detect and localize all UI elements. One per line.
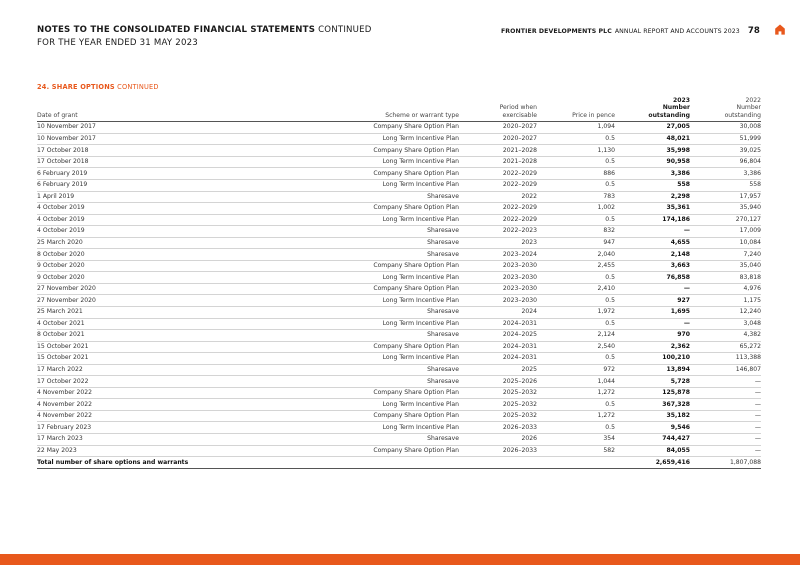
cell-price: 1,972 [537, 306, 615, 318]
cell-2022: 30,008 [690, 122, 761, 134]
cell-2022: — [690, 445, 761, 457]
y2023-header-line2: outstanding [648, 111, 690, 119]
cell-price: 0.5 [537, 214, 615, 226]
cell-date: 15 October 2021 [37, 341, 237, 353]
cell-price: 0.5 [537, 179, 615, 191]
cell-date: 9 October 2020 [37, 260, 237, 272]
cell-2023: 970 [615, 330, 690, 342]
table-row [37, 364, 761, 376]
cell-price: 0.5 [537, 422, 615, 434]
y2022-header-line2: outstanding [724, 111, 761, 119]
cell-2022: 558 [690, 179, 761, 191]
y2022-header-line1: Number [736, 104, 761, 112]
cell-2022: 12,240 [690, 306, 761, 318]
cell-2023: 125,878 [615, 387, 690, 399]
cell-date: 4 October 2019 [37, 203, 237, 215]
cell-2022: — [690, 410, 761, 422]
cell-2022: 51,999 [690, 133, 761, 145]
cell-price: 0.5 [537, 133, 615, 145]
period-header-line1: Period when [499, 104, 537, 112]
cell-scheme: Company Share Option Plan [237, 122, 459, 134]
total-label: Total number of share options and warrants [37, 457, 615, 469]
cell-date: 4 November 2022 [37, 399, 237, 411]
cell-2022: — [690, 387, 761, 399]
y2022-header-year: 2022 [745, 97, 761, 104]
cell-price: 947 [537, 237, 615, 249]
table-row [37, 422, 761, 434]
cell-period: 2024–2031 [459, 341, 537, 353]
total-2022: 1,807,088 [690, 457, 761, 469]
cell-scheme: Sharesave [237, 191, 459, 203]
footer-accent-bar [0, 554, 800, 565]
cell-period: 2022–2029 [459, 168, 537, 180]
cell-2023: 76,858 [615, 272, 690, 284]
table-row [37, 399, 761, 411]
cell-date: 8 October 2021 [37, 330, 237, 342]
cell-2023: 3,663 [615, 260, 690, 272]
cell-date: 17 October 2022 [37, 376, 237, 388]
table-row [37, 249, 761, 261]
cell-period: 2024 [459, 306, 537, 318]
cell-2023: 5,728 [615, 376, 690, 388]
cell-price: 1,272 [537, 410, 615, 422]
section-title [37, 83, 159, 91]
cell-price: 0.5 [537, 295, 615, 307]
cell-period: 2020–2027 [459, 133, 537, 145]
cell-2023: 2,362 [615, 341, 690, 353]
table-row [37, 433, 761, 445]
cell-2022: — [690, 399, 761, 411]
section-title-suffix: CONTINUED [114, 83, 159, 91]
cell-2022: 146,807 [690, 364, 761, 376]
cell-period: 2025–2032 [459, 399, 537, 411]
share-options-table [37, 97, 761, 469]
cell-2022: 17,957 [690, 191, 761, 203]
cell-period: 2023–2030 [459, 260, 537, 272]
cell-date: 8 October 2020 [37, 249, 237, 261]
cell-scheme: Long Term Incentive Plan [237, 399, 459, 411]
table-row [37, 156, 761, 168]
cell-2022: 270,127 [690, 214, 761, 226]
cell-period: 2023–2030 [459, 272, 537, 284]
cell-2022: 83,818 [690, 272, 761, 284]
table-row [37, 387, 761, 399]
cell-2022: 4,976 [690, 283, 761, 295]
total-2023: 2,659,416 [615, 457, 690, 469]
cell-date: 10 November 2017 [37, 122, 237, 134]
cell-scheme: Company Share Option Plan [237, 410, 459, 422]
table-row [37, 145, 761, 157]
cell-price: 2,410 [537, 283, 615, 295]
cell-scheme: Company Share Option Plan [237, 445, 459, 457]
cell-period: 2024–2031 [459, 353, 537, 365]
cell-period: 2025–2032 [459, 387, 537, 399]
cell-date: 17 October 2018 [37, 145, 237, 157]
cell-scheme: Sharesave [237, 433, 459, 445]
cell-price: 832 [537, 226, 615, 238]
cell-2023: 9,546 [615, 422, 690, 434]
cell-2023: 84,055 [615, 445, 690, 457]
cell-scheme: Sharesave [237, 226, 459, 238]
cell-scheme: Company Share Option Plan [237, 203, 459, 215]
cell-scheme: Sharesave [237, 364, 459, 376]
cell-scheme: Sharesave [237, 306, 459, 318]
page-title-suffix: CONTINUED [315, 25, 372, 35]
cell-period: 2022–2023 [459, 226, 537, 238]
col-2022-header [690, 97, 761, 122]
cell-date: 17 March 2022 [37, 364, 237, 376]
cell-price: 783 [537, 191, 615, 203]
cell-price: 886 [537, 168, 615, 180]
cell-2023: 558 [615, 179, 690, 191]
cell-scheme: Long Term Incentive Plan [237, 272, 459, 284]
cell-price: 972 [537, 364, 615, 376]
cell-2023: 174,186 [615, 214, 690, 226]
cell-scheme: Long Term Incentive Plan [237, 295, 459, 307]
cell-period: 2024–2031 [459, 318, 537, 330]
cell-period: 2025–2026 [459, 376, 537, 388]
cell-price: 2,124 [537, 330, 615, 342]
cell-scheme: Long Term Incentive Plan [237, 318, 459, 330]
cell-date: 17 March 2023 [37, 433, 237, 445]
cell-date: 27 November 2020 [37, 295, 237, 307]
cell-2022: 39,025 [690, 145, 761, 157]
company-name: FRONTIER DEVELOPMENTS PLC [500, 27, 612, 35]
cell-date: 6 February 2019 [37, 179, 237, 191]
cell-2022: 35,040 [690, 260, 761, 272]
table-row [37, 318, 761, 330]
table-row [37, 203, 761, 215]
cell-2023: 48,021 [615, 133, 690, 145]
cell-period: 2023–2030 [459, 295, 537, 307]
cell-2022: 1,175 [690, 295, 761, 307]
report-header [501, 26, 760, 36]
table-row [37, 191, 761, 203]
cell-2023: — [615, 318, 690, 330]
cell-scheme: Company Share Option Plan [237, 145, 459, 157]
cell-2023: 35,182 [615, 410, 690, 422]
cell-price: 0.5 [537, 399, 615, 411]
cell-scheme: Long Term Incentive Plan [237, 133, 459, 145]
cell-price: 2,540 [537, 341, 615, 353]
cell-2023: 1,695 [615, 306, 690, 318]
cell-scheme: Company Share Option Plan [237, 168, 459, 180]
page-number: 78 [747, 26, 760, 36]
cell-date: 6 February 2019 [37, 168, 237, 180]
table-row [37, 133, 761, 145]
cell-2022: 96,804 [690, 156, 761, 168]
cell-date: 17 February 2023 [37, 422, 237, 434]
cell-2022: 3,386 [690, 168, 761, 180]
cell-2023: — [615, 226, 690, 238]
y2023-header-year: 2023 [673, 97, 690, 104]
cell-date: 4 October 2019 [37, 214, 237, 226]
table-row [37, 353, 761, 365]
cell-scheme: Long Term Incentive Plan [237, 353, 459, 365]
cell-price: 0.5 [537, 353, 615, 365]
cell-2023: 3,386 [615, 168, 690, 180]
page-subtitle: FOR THE YEAR ENDED 31 MAY 2023 [37, 38, 198, 48]
cell-2023: 35,998 [615, 145, 690, 157]
cell-2022: 113,388 [690, 353, 761, 365]
cell-2023: 4,655 [615, 237, 690, 249]
cell-2023: 367,328 [615, 399, 690, 411]
cell-2023: 90,958 [615, 156, 690, 168]
cell-price: 1,002 [537, 203, 615, 215]
period-header-line2: exercisable [502, 111, 537, 119]
cell-2022: 10,084 [690, 237, 761, 249]
table-row [37, 283, 761, 295]
cell-scheme: Sharesave [237, 249, 459, 261]
cell-date: 15 October 2021 [37, 353, 237, 365]
table-row [37, 330, 761, 342]
cell-2023: 2,148 [615, 249, 690, 261]
page-title [37, 25, 372, 36]
cell-scheme: Sharesave [237, 237, 459, 249]
cell-period: 2021–2028 [459, 145, 537, 157]
col-2023-header [615, 97, 690, 122]
section-title-text: 24. SHARE OPTIONS [37, 83, 115, 91]
table-row [37, 410, 761, 422]
cell-2022: — [690, 422, 761, 434]
page-title-text: NOTES TO THE CONSOLIDATED FINANCIAL STATEMENTS [37, 25, 316, 35]
cell-scheme: Company Share Option Plan [237, 341, 459, 353]
cell-date: 9 October 2020 [37, 272, 237, 284]
col-period-header [459, 97, 537, 122]
table-row [37, 272, 761, 284]
table-row [37, 445, 761, 457]
cell-period: 2022–2029 [459, 214, 537, 226]
cell-2023: 927 [615, 295, 690, 307]
cell-date: 4 October 2019 [37, 226, 237, 238]
cell-period: 2022–2029 [459, 203, 537, 215]
cell-2022: 4,382 [690, 330, 761, 342]
cell-scheme: Sharesave [237, 330, 459, 342]
cell-2022: 17,009 [690, 226, 761, 238]
cell-period: 2022 [459, 191, 537, 203]
cell-2022: 7,240 [690, 249, 761, 261]
cell-price: 1,272 [537, 387, 615, 399]
cell-2022: — [690, 376, 761, 388]
cell-price: 0.5 [537, 156, 615, 168]
cell-date: 25 March 2021 [37, 306, 237, 318]
cell-date: 4 October 2021 [37, 318, 237, 330]
cell-2023: 35,361 [615, 203, 690, 215]
cell-2023: 13,894 [615, 364, 690, 376]
page-header [37, 25, 372, 49]
cell-2023: — [615, 283, 690, 295]
cell-scheme: Long Term Incentive Plan [237, 214, 459, 226]
cell-scheme: Long Term Incentive Plan [237, 422, 459, 434]
cell-scheme: Long Term Incentive Plan [237, 156, 459, 168]
cell-2023: 27,005 [615, 122, 690, 134]
cell-2022: 65,272 [690, 341, 761, 353]
cell-scheme: Long Term Incentive Plan [237, 179, 459, 191]
cell-2022: — [690, 433, 761, 445]
cell-2022: 35,940 [690, 203, 761, 215]
cell-date: 22 May 2023 [37, 445, 237, 457]
cell-scheme: Sharesave [237, 376, 459, 388]
cell-period: 2021–2028 [459, 156, 537, 168]
cell-period: 2023 [459, 237, 537, 249]
cell-price: 0.5 [537, 272, 615, 284]
cell-period: 2020–2027 [459, 122, 537, 134]
report-name: ANNUAL REPORT AND ACCOUNTS 2023 [614, 27, 740, 35]
table-header-row [37, 97, 761, 122]
cell-date: 25 March 2020 [37, 237, 237, 249]
cell-period: 2026 [459, 433, 537, 445]
cell-price: 2,455 [537, 260, 615, 272]
cell-price: 1,044 [537, 376, 615, 388]
cell-period: 2022–2029 [459, 179, 537, 191]
table-row [37, 214, 761, 226]
table-row [37, 122, 761, 134]
cell-period: 2024–2025 [459, 330, 537, 342]
col-scheme-header: Scheme or warrant type [237, 97, 459, 122]
table-body [37, 122, 761, 457]
total-row [37, 457, 761, 469]
cell-period: 2026–2033 [459, 445, 537, 457]
cell-date: 4 November 2022 [37, 410, 237, 422]
y2023-header-line1: Number [662, 104, 690, 112]
cell-date: 27 November 2020 [37, 283, 237, 295]
cell-scheme: Company Share Option Plan [237, 387, 459, 399]
table-row [37, 306, 761, 318]
cell-date: 10 November 2017 [37, 133, 237, 145]
cell-price: 582 [537, 445, 615, 457]
table-row [37, 237, 761, 249]
cell-period: 2023–2030 [459, 283, 537, 295]
cell-price: 354 [537, 433, 615, 445]
cell-date: 4 November 2022 [37, 387, 237, 399]
cell-price: 0.5 [537, 318, 615, 330]
table-row [37, 179, 761, 191]
cell-2022: 3,048 [690, 318, 761, 330]
home-icon[interactable] [775, 24, 785, 35]
table-row [37, 168, 761, 180]
cell-2023: 744,427 [615, 433, 690, 445]
table-row [37, 376, 761, 388]
cell-2023: 100,210 [615, 353, 690, 365]
cell-price: 2,040 [537, 249, 615, 261]
cell-period: 2025 [459, 364, 537, 376]
cell-scheme: Company Share Option Plan [237, 260, 459, 272]
cell-period: 2023–2024 [459, 249, 537, 261]
col-price-header: Price in pence [537, 97, 615, 122]
cell-price: 1,094 [537, 122, 615, 134]
table-row [37, 295, 761, 307]
cell-2023: 2,298 [615, 191, 690, 203]
cell-period: 2025–2032 [459, 410, 537, 422]
cell-date: 17 October 2018 [37, 156, 237, 168]
cell-scheme: Company Share Option Plan [237, 283, 459, 295]
cell-period: 2026–2033 [459, 422, 537, 434]
cell-date: 1 April 2019 [37, 191, 237, 203]
cell-price: 1,130 [537, 145, 615, 157]
table-row [37, 226, 761, 238]
col-date-header: Date of grant [37, 97, 237, 122]
table-row [37, 260, 761, 272]
table-row [37, 341, 761, 353]
